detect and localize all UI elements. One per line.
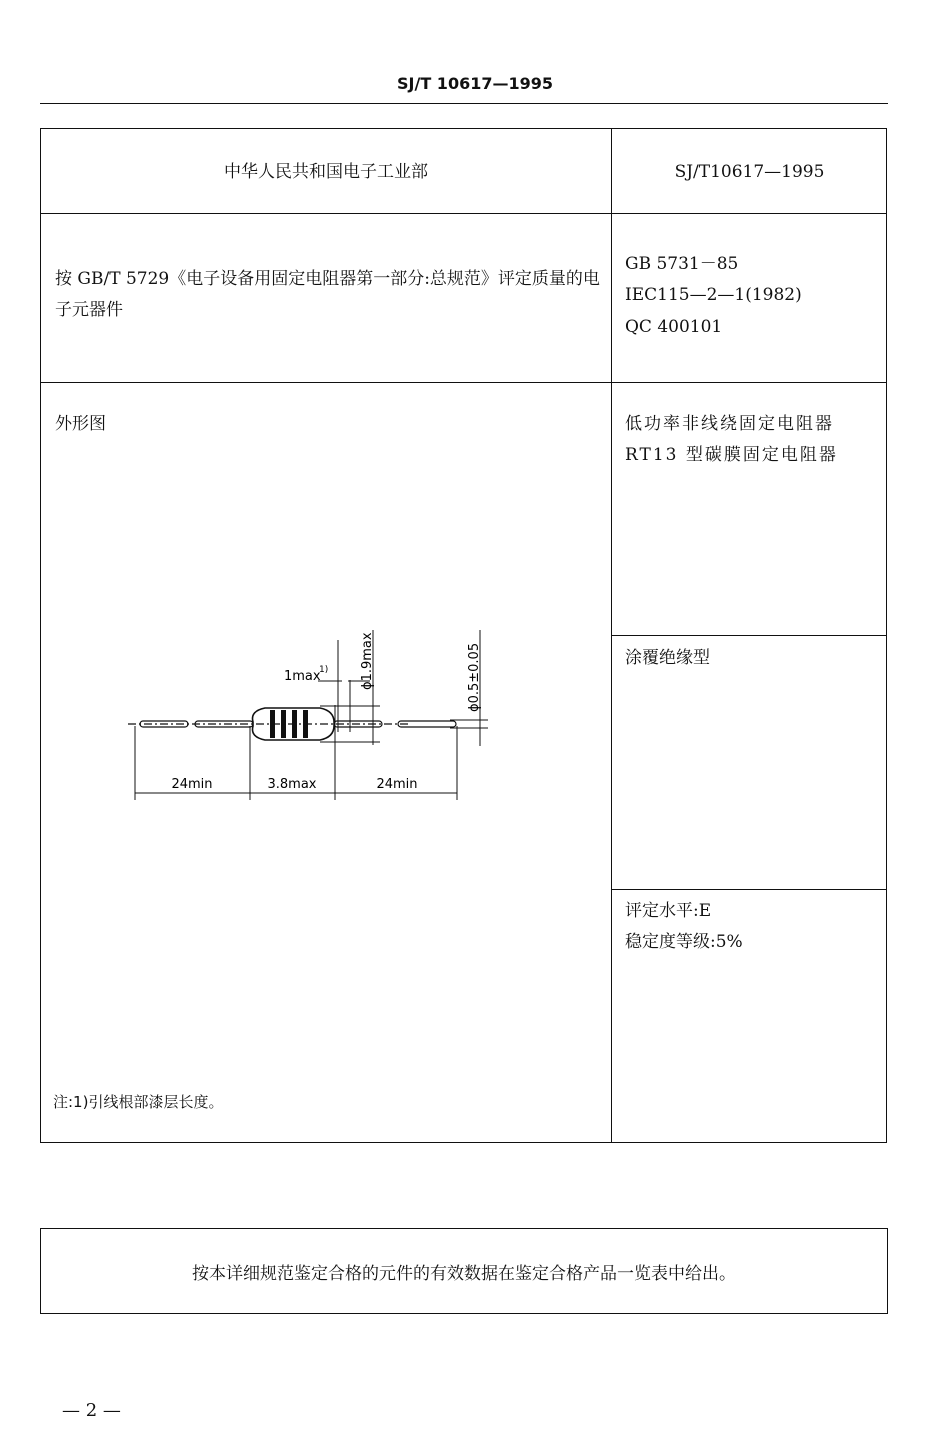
- component-type-line: 低功率非线绕固定电阻器: [625, 414, 834, 434]
- reference-standard: IEC115—2—1(1982): [625, 285, 802, 306]
- coat-length: 1max: [284, 669, 321, 684]
- color-band: [292, 710, 297, 738]
- right-lead-length: 24min: [376, 777, 418, 792]
- qualified-data-note: 按本详细规范鉴定合格的元件的有效数据在鉴定合格产品一览表中给出。: [40, 1228, 888, 1314]
- component-type-line: RT13 型碳膜固定电阻器: [625, 445, 838, 466]
- coat-footnote-ref: 1): [319, 665, 329, 675]
- assessment-info: [625, 896, 743, 959]
- reference-standard: GB 5731－85: [625, 254, 739, 274]
- reference-standard: QC 400101: [625, 316, 723, 337]
- left-lead-length: 24min: [171, 777, 213, 792]
- body-diameter: ϕ1.9max: [360, 632, 375, 690]
- page-number: — 2 —: [62, 1400, 121, 1421]
- resistor-outline-drawing: [80, 500, 500, 810]
- component-description: 按 GB/T 5729《电子设备用固定电阻器第一部分:总规范》评定质量的电子元器件: [55, 269, 600, 320]
- color-band: [270, 710, 275, 738]
- coating-type: 涂覆绝缘型: [625, 648, 710, 668]
- standard-number: SJ/T10617—1995: [674, 162, 825, 182]
- color-band: [303, 710, 308, 738]
- issuing-authority: 中华人民共和国电子工业部: [224, 162, 428, 182]
- outline-drawing-title: 外形图: [55, 414, 106, 434]
- lead-diameter: ϕ0.5±0.05: [467, 642, 482, 712]
- right-divider-b: [612, 889, 887, 890]
- row-divider-1: [41, 213, 887, 214]
- component-type: [625, 409, 885, 472]
- header-rule: [40, 103, 888, 104]
- column-divider: [611, 129, 612, 1143]
- document-code-header: SJ/T 10617—1995: [397, 74, 553, 93]
- assessment-level: 评定水平:E: [625, 901, 712, 921]
- body-length: 3.8max: [267, 777, 317, 792]
- stability-grade: 稳定度等级:5%: [625, 932, 743, 953]
- drawing-footnote: 注:1)引线根部漆层长度。: [53, 1093, 224, 1111]
- row-divider-2: [41, 382, 887, 383]
- color-band: [281, 710, 286, 738]
- right-divider-a: [612, 635, 887, 636]
- reference-standards: [625, 249, 880, 343]
